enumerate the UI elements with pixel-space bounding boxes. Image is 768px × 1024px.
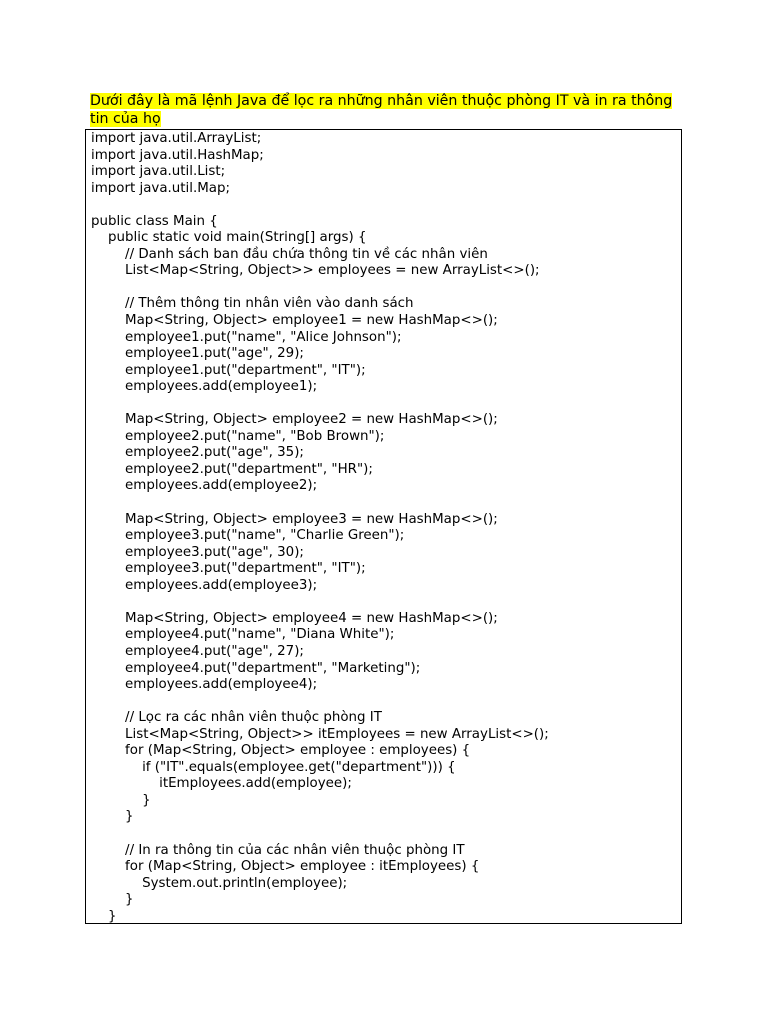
code-listing [91, 131, 549, 924]
code-line: import java.util.HashMap; [91, 147, 264, 163]
code-line: employee3.put("department", "IT"); [91, 561, 366, 577]
code-line: employee2.put("name", "Bob Brown"); [91, 428, 385, 444]
code-line: } [91, 809, 134, 825]
code-line: employee2.put("department", "HR"); [91, 461, 373, 477]
code-line [91, 495, 549, 512]
code-line: } [91, 908, 117, 924]
code-line: System.out.println(employee); [91, 875, 348, 891]
code-block [85, 129, 682, 924]
code-line: List<Map<String, Object>> itEmployees = new ArrayList<>(); [91, 726, 549, 742]
code-line [91, 594, 549, 611]
code-line: // In ra thông tin của các nhân viên thuộc phòng IT [91, 842, 465, 858]
code-line: import java.util.ArrayList; [91, 131, 262, 146]
code-line: List<Map<String, Object>> employees = new ArrayList<>(); [91, 263, 540, 279]
code-line: Map<String, Object> employee3 = new HashMap<>(); [91, 511, 498, 527]
code-line: employees.add(employee1); [91, 379, 318, 395]
code-line: employee1.put("age", 29); [91, 346, 304, 362]
code-line [91, 280, 549, 297]
code-line: employees.add(employee3); [91, 577, 318, 593]
code-line: employees.add(employee4); [91, 677, 318, 693]
code-line: } [91, 792, 151, 808]
code-line: employee4.put("name", "Diana White"); [91, 627, 395, 643]
code-line: public class Main { [91, 213, 218, 229]
code-line: employee3.put("name", "Charlie Green"); [91, 528, 405, 544]
code-line: for (Map<String, Object> employee : employees) { [91, 743, 471, 759]
code-line: for (Map<String, Object> employee : itEmployees) { [91, 859, 480, 875]
code-line: } [91, 892, 134, 908]
code-line: employee1.put("department", "IT"); [91, 362, 366, 378]
code-line: if ("IT".equals(employee.get("department"))) { [91, 759, 456, 775]
code-line: employee4.put("age", 27); [91, 643, 304, 659]
code-line: itEmployees.add(employee); [91, 776, 352, 792]
code-line: employee1.put("name", "Alice Johnson"); [91, 329, 402, 345]
code-line [91, 197, 549, 214]
code-line: Map<String, Object> employee1 = new HashMap<>(); [91, 313, 498, 329]
document-heading [90, 92, 686, 128]
code-line: employee3.put("age", 30); [91, 544, 304, 560]
code-line: // Thêm thông tin nhân viên vào danh sách [91, 296, 414, 312]
code-line [91, 826, 549, 843]
code-line: public static void main(String[] args) { [91, 230, 367, 246]
code-line: import java.util.Map; [91, 180, 230, 196]
code-line [91, 694, 549, 711]
code-line: Map<String, Object> employee2 = new HashMap<>(); [91, 412, 498, 428]
code-line: employees.add(employee2); [91, 478, 318, 494]
heading-highlight: Dưới đây là mã lệnh Java để lọc ra những nhân viên thuộc phòng IT và in ra thông tin của họ [90, 93, 673, 127]
code-line: Map<String, Object> employee4 = new HashMap<>(); [91, 610, 498, 626]
code-line: // Danh sách ban đầu chứa thông tin về các nhân viên [91, 246, 488, 262]
code-line: employee4.put("department", "Marketing"); [91, 660, 421, 676]
code-line: // Lọc ra các nhân viên thuộc phòng IT [91, 710, 382, 726]
code-line [91, 396, 549, 413]
code-line: employee2.put("age", 35); [91, 445, 304, 461]
code-line: import java.util.List; [91, 164, 226, 180]
